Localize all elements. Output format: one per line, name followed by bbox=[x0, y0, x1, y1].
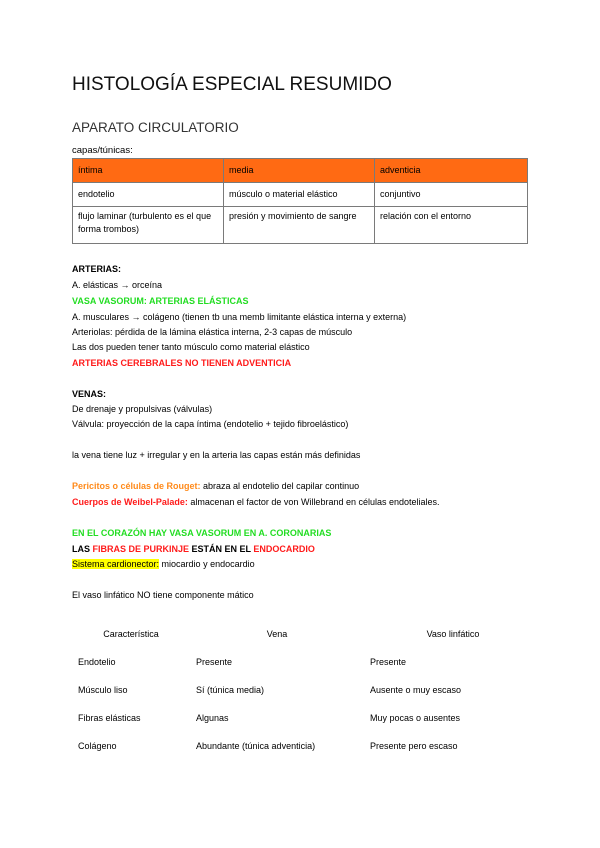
purkinje-line bbox=[72, 544, 315, 554]
table-cell: Presente bbox=[370, 657, 407, 667]
layers-table-header bbox=[73, 159, 528, 183]
linfatico-note: El vaso linfático NO tiene componente mático bbox=[72, 590, 254, 600]
table-cell: Sí (túnica media) bbox=[196, 685, 265, 695]
table-cell: endotelio bbox=[73, 183, 224, 207]
ambas-note: Las dos pueden tener tanto músculo como material elástico bbox=[72, 342, 310, 352]
table-cell: Algunas bbox=[196, 713, 229, 723]
weibel-term: Cuerpos de Weibel-Palade: bbox=[72, 497, 188, 507]
table-cell: Fibras elásticas bbox=[78, 713, 141, 723]
sistema-term: Sistema cardionector: bbox=[72, 559, 160, 569]
arterias-elasticas: A. elásticas → orceína bbox=[72, 280, 163, 290]
table-cell: Colágeno bbox=[78, 741, 117, 751]
table-cell: Músculo liso bbox=[78, 685, 128, 695]
corazon-vasa-note: EN EL CORAZÓN HAY VASA VASORUM EN A. CORONARIAS bbox=[72, 528, 332, 538]
table-cell: Abundante (túnica adventicia) bbox=[196, 741, 316, 751]
comparison-table bbox=[72, 620, 542, 760]
vena-arteria-comparison: la vena tiene luz + irregular y en la arteria las capas están más definidas bbox=[72, 450, 361, 460]
table-row bbox=[73, 207, 528, 244]
weibel-text: almacenan el factor de von Willebrand en células endoteliales. bbox=[187, 497, 440, 507]
vasa-vasorum-note: VASA VASORUM: ARTERIAS ELÁSTICAS bbox=[72, 296, 249, 306]
table-cell: conjuntivo bbox=[375, 183, 528, 207]
venas-drenaje: De drenaje y propulsivas (válvulas) bbox=[72, 404, 213, 414]
weibel-line bbox=[72, 497, 440, 507]
arteriolas-note: Arteriolas: pérdida de la lámina elástica interna, 2-3 capas de músculo bbox=[72, 327, 353, 337]
arterias-musculares: A. musculares → colágeno (tienen tb una memb limitante elástica interna y externa) bbox=[72, 312, 407, 322]
header-caracteristica: Característica bbox=[103, 629, 159, 639]
table-row bbox=[73, 183, 528, 207]
header-vena: Vena bbox=[266, 629, 288, 639]
header-cell-adventicia: adventicia bbox=[375, 159, 528, 183]
table-cell: Muy pocas o ausentes bbox=[370, 713, 461, 723]
comparison-header bbox=[72, 620, 542, 648]
header-vaso-linfatico: Vaso linfático bbox=[426, 629, 480, 639]
section-heading: APARATO CIRCULATORIO bbox=[72, 120, 239, 135]
venas-heading: VENAS: bbox=[72, 389, 107, 399]
table-cell: relación con el entorno bbox=[375, 207, 528, 244]
endocardio-term: ENDOCARDIO bbox=[253, 544, 315, 554]
purkinje-part-c: ESTÁN EN EL bbox=[189, 544, 254, 554]
table-row bbox=[72, 704, 542, 732]
table-cell: Ausente o muy escaso bbox=[370, 685, 462, 695]
header-cell-intima: íntima bbox=[73, 159, 224, 183]
sistema-text: miocardio y endocardio bbox=[159, 559, 255, 569]
table-row bbox=[72, 648, 542, 676]
header-cell-media: media bbox=[224, 159, 375, 183]
venas-valvula: Válvula: proyección de la capa íntima (endotelio + tejido fibroelástico) bbox=[72, 419, 349, 429]
arterias-heading: ARTERIAS: bbox=[72, 264, 121, 274]
layers-caption: capas/túnicas: bbox=[72, 145, 133, 156]
pericitos-line bbox=[72, 481, 359, 491]
table-cell: Endotelio bbox=[78, 657, 116, 667]
table-cell: Presente pero escaso bbox=[370, 741, 458, 751]
table-row bbox=[72, 676, 542, 704]
table-cell: Presente bbox=[196, 657, 233, 667]
pericitos-text: abraza al endotelio del capilar continuo bbox=[200, 481, 360, 491]
page-title: HISTOLOGÍA ESPECIAL RESUMIDO bbox=[72, 74, 392, 95]
purkinje-term: FIBRAS DE PURKINJE bbox=[92, 544, 190, 554]
pericitos-term: Pericitos o células de Rouget: bbox=[72, 481, 201, 491]
purkinje-part-a: LAS bbox=[72, 544, 93, 554]
table-row bbox=[72, 732, 542, 760]
table-cell: músculo o material elástico bbox=[224, 183, 375, 207]
table-cell: presión y movimiento de sangre bbox=[224, 207, 375, 244]
cerebrales-note: ARTERIAS CEREBRALES NO TIENEN ADVENTICIA bbox=[72, 358, 292, 368]
table-cell: flujo laminar (turbulento es el que forma trombos) bbox=[73, 207, 224, 244]
sistema-line bbox=[72, 559, 255, 569]
layers-table bbox=[72, 158, 528, 244]
